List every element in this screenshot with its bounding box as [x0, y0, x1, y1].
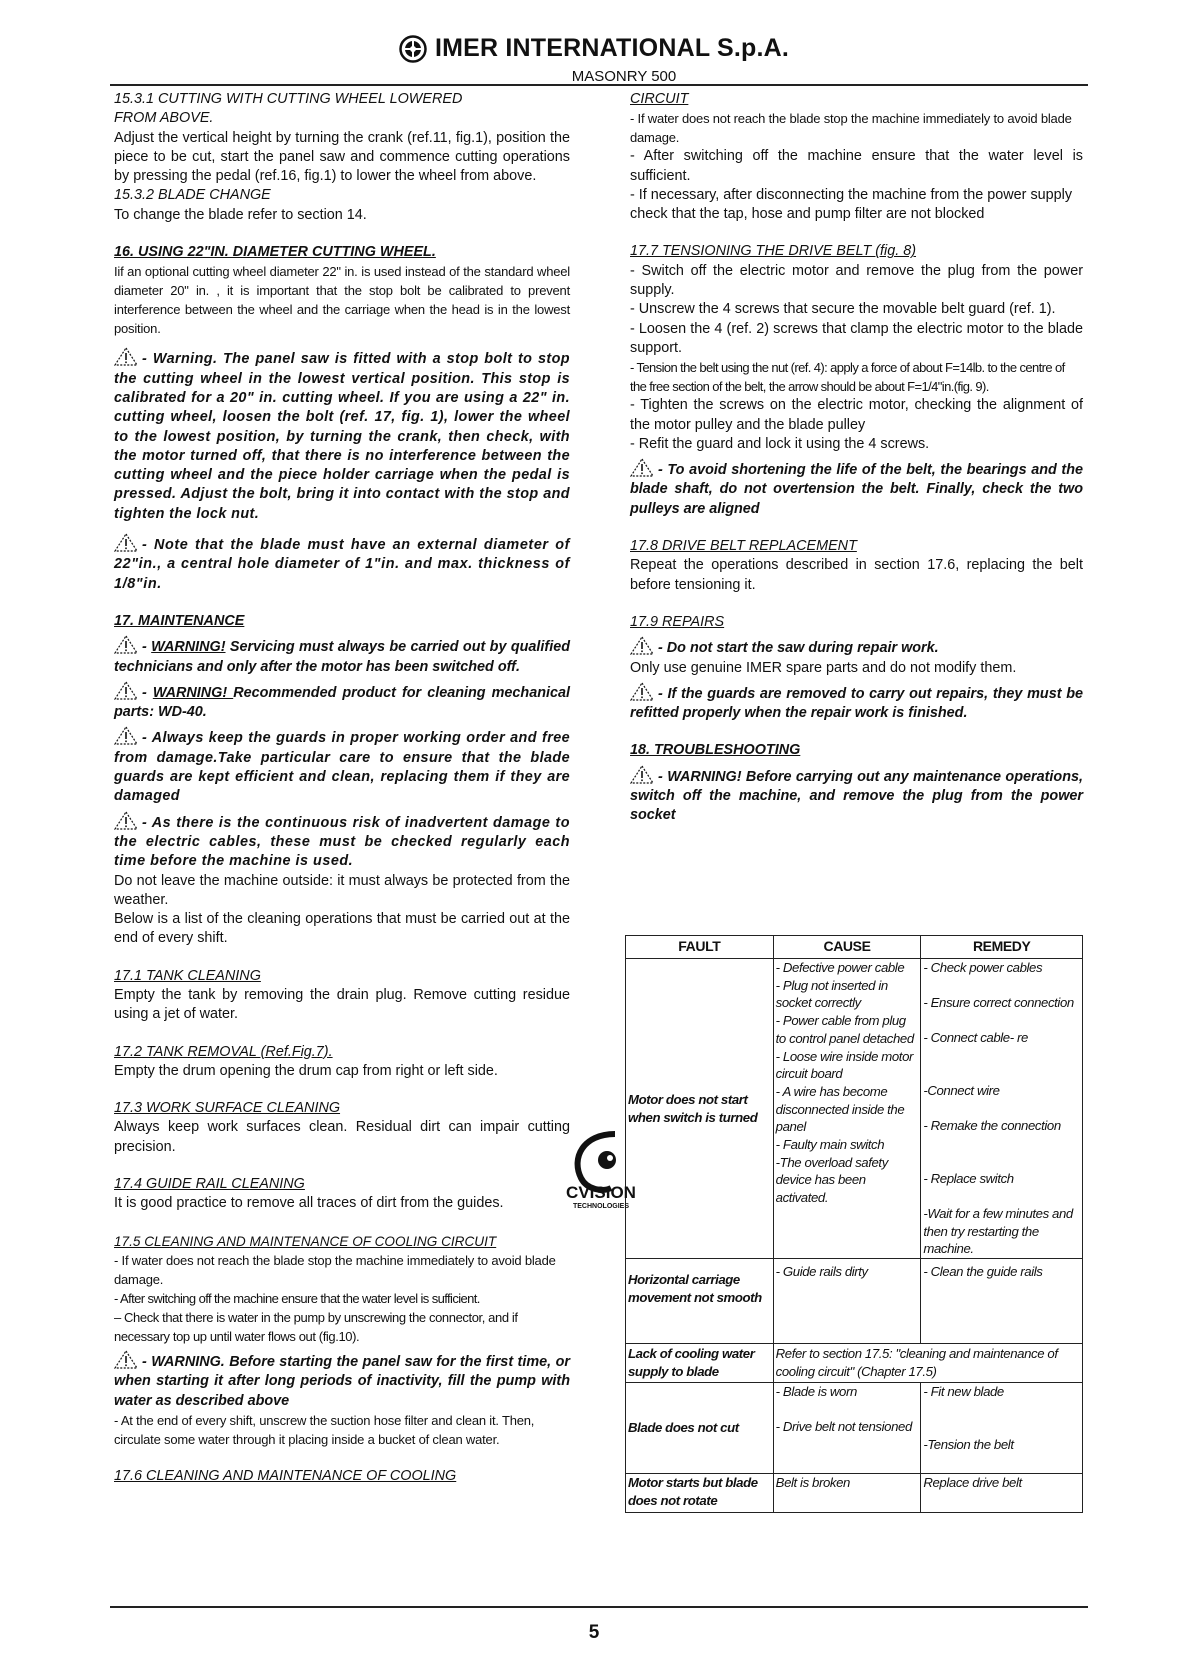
remedy-item: - Ensure correct connection: [923, 995, 1074, 1010]
section-title: 17.2 TANK REMOVAL (Ref.Fig.7).: [114, 1043, 333, 1060]
watermark-subtext: TECHNOLOGIES: [572, 1203, 630, 1210]
cause-item: - Loose wire inside motor circuit board: [775, 1048, 913, 1082]
remedy-item: - Fit new blade: [923, 1384, 1004, 1400]
paragraph: - Switch off the electric motor and remove the plug from the power supply.: [630, 262, 1083, 299]
paragraph: - If water does not reach the blade stop the machine immediately to avoid blade damage.: [630, 111, 1072, 146]
cause-item: - Defective power cable: [775, 960, 905, 975]
remedy-item: -Wait for a few minutes and then try restarting the machine.: [923, 1206, 1073, 1257]
fault-cell: Lack of cooling water supply to blade: [626, 1344, 774, 1383]
fault-cell: Motor does not start when switch is turned: [626, 959, 774, 1259]
warning-icon: [114, 811, 138, 830]
section-heading: 16. USING 22"IN. DIAMETER CUTTING WHEEL.: [114, 244, 436, 261]
header-rule: [110, 84, 1088, 86]
warning-note: - WARNING! Servicing must always be carried out by qualified technicians and only after the motor has been switched off.: [114, 635, 570, 677]
paragraph: - Loosen the 4 (ref. 2) screws that clamp the electric motor to the blade support.: [630, 320, 1083, 356]
brand: [399, 34, 789, 63]
paragraph: Adjust the vertical height by turning the crank (ref.11, fig.1), position the piece to be cut, start the panel saw and commence cutting operations by pressing the pedal (ref.16, fig.1) to lower the wheel from above.: [114, 129, 570, 185]
warning-note: - Do not start the saw during repair work.: [630, 636, 1083, 658]
section-title: CIRCUIT: [630, 91, 689, 107]
page-header: [0, 34, 1188, 85]
paragraph: - If necessary, after disconnecting the machine from the power supply check that the tap, hose and pump filter are not blocked: [630, 186, 1073, 223]
section-title: 17.6 CLEANING AND MAINTENANCE OF COOLING: [114, 1467, 457, 1484]
remedy-item: -Tension the belt: [923, 1437, 1014, 1453]
model-name: MASONRY 500: [571, 67, 677, 85]
warning-note: - WARNING! Recommended product for cleaning mechanical parts: WD-40.: [114, 681, 570, 723]
paragraph: - Unscrew the 4 screws that secure the movable belt guard (ref. 1).: [630, 301, 1056, 318]
remedy-item: - Check power cables: [923, 960, 1043, 975]
right-column: [630, 90, 1083, 826]
table-row: [626, 1344, 1083, 1383]
warning-note: - As there is the continuous risk of inadvertent damage to the electric cables, these must be checked regularly each time before the machine is used.: [114, 811, 570, 872]
section-title: 17.3 WORK SURFACE CLEANING: [114, 1100, 341, 1117]
warning-icon: [114, 681, 138, 700]
fault-cell: Motor starts but blade does not rotate: [626, 1474, 774, 1513]
fault-cell: Blade does not cut: [626, 1383, 774, 1474]
cause-item: - Plug not inserted in socket correctly: [775, 977, 888, 1011]
paragraph: Empty the drum opening the drum cap from right or left side.: [114, 1062, 498, 1079]
paragraph: Below is a list of the cleaning operations that must be carried out at the end of every shift.: [114, 911, 570, 947]
paragraph: - Tighten the screws on the electric motor, checking the alignment of the motor pulley and the blade pulley: [630, 397, 1083, 433]
footer-rule: [110, 1606, 1088, 1608]
column-header: REMEDY: [921, 936, 1083, 959]
paragraph: To change the blade refer to section 14.: [114, 206, 367, 223]
paragraph: Iif an optional cutting wheel diameter 22" in. is used instead of the standard wheel diameter 20" in. , it is important that the stop bolt be calibrated to prevent interference between the wheel and the carriage when the head is in the lowest position.: [114, 264, 570, 337]
column-header: CAUSE: [773, 936, 921, 959]
warning-note: - WARNING. Before starting the panel saw for the first time, or when starting it after long periods of inactivity, fill the pump with water as described above: [114, 1350, 570, 1411]
section-title: 17.1 TANK CLEANING: [114, 967, 261, 984]
paragraph: - If water does not reach the blade stop the machine immediately to avoid blade damage.: [114, 1252, 556, 1287]
warning-icon: [114, 635, 138, 654]
cause-item: - Blade is worn: [775, 1384, 857, 1400]
page-number: 5: [588, 1622, 600, 1643]
watermark-text: CVISION: [566, 1183, 636, 1202]
table-row: [626, 1259, 1083, 1344]
cause-item: - Power cable from plug to control panel detached: [775, 1013, 914, 1046]
warning-icon: [630, 636, 654, 655]
warning-note: - Warning. The panel saw is fitted with a stop bolt to stop the cutting wheel in the lowest vertical position. This stop is calibrated for a 20" in. cutting wheel. If you are using a 22" in. cutting wheel, loosen the bolt (ref. 17, fig. 1), lower the wheel to the lowest position, by turning the crank, then check, with the motor turned off, that there is no interference between the cutting wheel and the piece holder carriage when the pedal is pressed. Adjust the bolt, bring it into contact with the stop and tighten the lock nut.: [114, 347, 570, 524]
section-title: 15.3.2 BLADE CHANGE: [114, 187, 271, 204]
section-title: 17.4 GUIDE RAIL CLEANING: [114, 1176, 305, 1193]
fault-cell: Horizontal carriage movement not smooth: [626, 1259, 774, 1344]
remedy-cell: [921, 959, 1083, 1259]
cause-cell: - Guide rails dirty: [773, 1259, 921, 1344]
cause-cell: [773, 1383, 921, 1474]
paragraph: - After switching off the machine ensure that the water level is sufficient.: [114, 1290, 480, 1306]
paragraph: - At the end of every shift, unscrew the suction hose filter and clean it. Then, circulate some water through it placing inside a bucket of clean water.: [114, 1412, 535, 1447]
paragraph: Always keep work surfaces clean. Residual dirt can impair cutting precision.: [114, 1119, 570, 1155]
warning-icon: [114, 347, 138, 366]
paragraph: Only use genuine IMER spare parts and do not modify them.: [630, 659, 1017, 676]
warning-icon: [630, 765, 654, 784]
paragraph: - After switching off the machine ensure that the water level is sufficient.: [630, 148, 1083, 184]
troubleshooting-table: [625, 935, 1083, 1513]
company-name: IMER INTERNATIONAL S.p.A.: [434, 34, 790, 62]
warning-note: - WARNING! Before carrying out any maintenance operations, switch off the machine, and remove the plug from the power socket: [630, 765, 1083, 826]
paragraph: - Tension the belt using the nut (ref. 4): apply a force of about F=14lb. to the centre of the free section of the belt, the arrow should be about F=1/4"in.(fig. 9).: [630, 360, 1065, 395]
table-row: [626, 1383, 1083, 1474]
section-title: 17.7 TENSIONING THE DRIVE BELT (fig. 8): [630, 243, 917, 260]
paragraph: Repeat the operations described in section 17.6, replacing the belt before tensioning it.: [630, 557, 1083, 593]
warning-icon: [114, 726, 138, 745]
warning-icon: [630, 682, 654, 701]
remedy-cell: [921, 1383, 1083, 1474]
section-title: 17.9 REPAIRS: [630, 613, 725, 630]
paragraph: Empty the tank by removing the drain plug. Remove cutting residue using a jet of water.: [114, 986, 570, 1023]
paragraph: – Check that there is water in the pump by unscrewing the connector, and if necessary top up until water flows out (fig.10).: [114, 1309, 518, 1344]
section-title: 15.3.1 CUTTING WITH CUTTING WHEEL LOWERED: [114, 91, 463, 107]
warning-note: - Note that the blade must have an external diameter of 22"in., a central hole diameter of 1"in. and max. thickness of 1/8"in.: [114, 533, 570, 594]
paragraph: - Refit the guard and lock it using the 4 screws.: [630, 435, 930, 452]
left-column: [114, 90, 570, 1486]
remedy-item: - Replace switch: [923, 1171, 1014, 1186]
cause-cell: Refer to section 17.5: "cleaning and maintenance of cooling circuit" (Chapter 17.5): [773, 1344, 1082, 1383]
warning-icon: [630, 458, 654, 477]
table-row: [626, 959, 1083, 1259]
column-header: FAULT: [626, 936, 774, 959]
warning-note: - To avoid shortening the life of the belt, the bearings and the blade shaft, do not overtension the belt. Finally, check the two pulleys are aligned: [630, 458, 1083, 519]
cause-item: - Faulty main switch: [775, 1137, 885, 1153]
table-row: [626, 1474, 1083, 1513]
warning-icon: [114, 533, 138, 552]
paragraph: It is good practice to remove all traces of dirt from the guides.: [114, 1195, 504, 1212]
warning-icon: [114, 1350, 138, 1369]
remedy-item: -Connect wire: [923, 1083, 1000, 1098]
remedy-item: - Connect cable- re: [923, 1030, 1028, 1045]
cvision-watermark-logo: [553, 1128, 649, 1210]
cause-cell: [773, 959, 921, 1259]
paragraph: Do not leave the machine outside: it must always be protected from the weather.: [114, 872, 570, 908]
remedy-cell: Replace drive belt: [921, 1474, 1083, 1513]
section-heading: 18. TROUBLESHOOTING: [630, 742, 801, 759]
cause-item: - Drive belt not tensioned: [775, 1419, 912, 1435]
cause-cell: Belt is broken: [773, 1474, 921, 1513]
section-title: 17.5 CLEANING AND MAINTENANCE OF COOLING CIRCUIT: [114, 1233, 497, 1249]
cause-item: -The overload safety device has been activated.: [775, 1154, 888, 1206]
warning-note: - Always keep the guards in proper working order and free from damage.Take particular care to ensure that the blade guards are kept efficient and clean, replacing them if they are damaged: [114, 726, 570, 806]
imer-logo-icon: [399, 35, 427, 63]
section-title: 17.8 DRIVE BELT REPLACEMENT: [630, 538, 857, 555]
section-title: FROM ABOVE.: [114, 110, 214, 127]
table-header-row: [626, 936, 1083, 959]
section-heading: 17. MAINTENANCE: [114, 612, 245, 629]
remedy-cell: - Clean the guide rails: [921, 1259, 1083, 1344]
warning-note: - If the guards are removed to carry out repairs, they must be refitted properly when the repair work is finished.: [630, 682, 1083, 724]
remedy-item: - Remake the connection: [923, 1118, 1061, 1133]
cause-item: - A wire has become disconnected inside the panel: [775, 1083, 905, 1135]
